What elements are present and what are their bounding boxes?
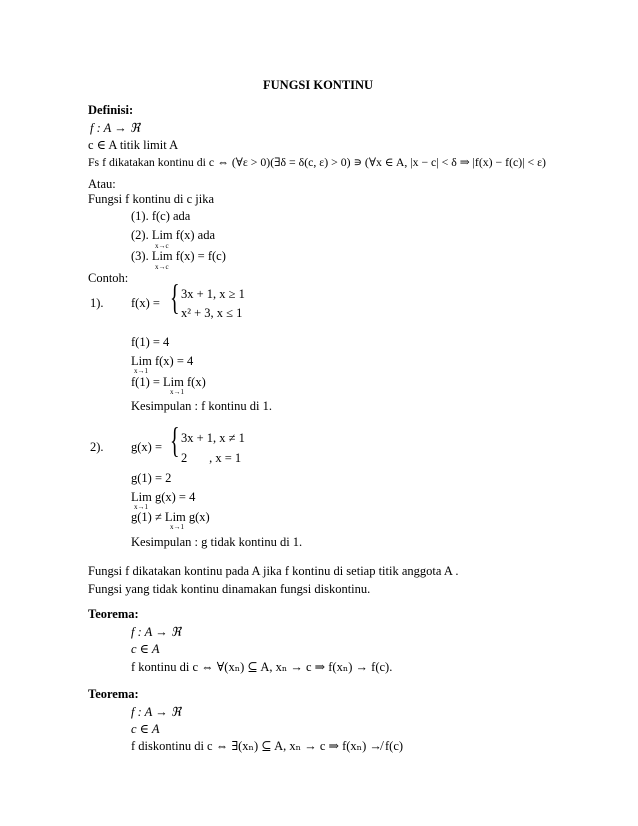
example-2-brace: {	[170, 420, 180, 460]
example-2-case-1: 3x + 1, x ≠ 1	[181, 431, 245, 445]
example-1-step-2-subscript: x→1	[134, 367, 148, 375]
example-1-conclusion: Kesimpulan : f kontinu di 1.	[131, 399, 272, 413]
example-2-step-1: g(1) = 2	[131, 471, 172, 485]
example-1-number: 1).	[90, 296, 104, 310]
def-line-2: c ∈ A titik limit A	[88, 138, 179, 152]
example-1-step-3-subscript: x→1	[170, 388, 184, 396]
teorema-2-line-3: f diskontinu di c ⇔ ∃(xₙ) ⊆ A, xₙ → c ⇒ f(xₙ) ↛ f(c)	[131, 739, 404, 753]
example-2-step-3: g(1) ≠ Lim g(x)	[131, 510, 210, 524]
example-1-case-1: 3x + 1, x ≥ 1	[181, 287, 245, 301]
paragraph-line-1: Fungsi f dikatakan kontinu pada A jika f kontinu di setiap titik anggota A .	[88, 564, 459, 578]
condition-3-subscript: x→c	[155, 263, 169, 271]
teorema-1-line-1: f : A → ℜ	[131, 625, 181, 639]
teorema-1-line-2: c ∈ A	[131, 642, 160, 656]
example-2-lhs: g(x) =	[131, 440, 162, 454]
definisi-heading: Definisi:	[88, 103, 134, 117]
example-1-step-2: Lim f(x) = 4	[131, 354, 194, 368]
example-2-number: 2).	[90, 440, 104, 454]
example-2-step-2: Lim g(x) = 4	[131, 490, 196, 504]
example-1-case-2: x² + 3, x ≤ 1	[181, 306, 243, 320]
def-line-1: f : A → ℜ	[90, 121, 140, 135]
example-2-case-2: 2 , x = 1	[181, 451, 242, 465]
example-1-lhs: f(x) =	[131, 296, 160, 310]
condition-2: (2). Lim f(x) ada	[131, 228, 215, 242]
example-2-conclusion: Kesimpulan : g tidak kontinu di 1.	[131, 535, 303, 549]
paragraph-line-2: Fungsi yang tidak kontinu dinamakan fungsi diskontinu.	[88, 582, 371, 596]
teorema-2-line-1: f : A → ℜ	[131, 705, 181, 719]
example-1-brace: {	[170, 277, 180, 317]
teorema-1-line-3: f kontinu di c ⇔ ∀(xₙ) ⊆ A, xₙ → c ⇒ f(xₙ) → f(c).	[131, 660, 393, 674]
atau-label: Atau:	[88, 177, 116, 191]
def-line-3: Fs f dikatakan kontinu di c ⇔ (∀ε > 0)(∃δ = δ(c, ε) > 0) ∍ (∀x ∈ A, |x − c| < δ ⇒ |f(x) − f(c)| < ε)	[88, 155, 546, 169]
example-1-step-1: f(1) = 4	[131, 335, 170, 349]
example-2-step-3-subscript: x→1	[170, 523, 184, 531]
fungsi-jika: Fungsi f kontinu di c jika	[88, 192, 215, 206]
condition-1: (1). f(c) ada	[131, 209, 191, 223]
teorema-2-heading: Teorema:	[88, 687, 139, 701]
condition-3: (3). Lim f(x) = f(c)	[131, 249, 226, 263]
contoh-heading: Contoh:	[88, 271, 129, 285]
example-2-step-2-subscript: x→1	[134, 503, 148, 511]
teorema-1-heading: Teorema:	[88, 607, 139, 621]
page-title: FUNGSI KONTINU	[263, 78, 374, 92]
example-1-step-3: f(1) = Lim f(x)	[131, 375, 206, 389]
condition-2-subscript: x→c	[155, 242, 169, 250]
teorema-2-line-2: c ∈ A	[131, 722, 160, 736]
